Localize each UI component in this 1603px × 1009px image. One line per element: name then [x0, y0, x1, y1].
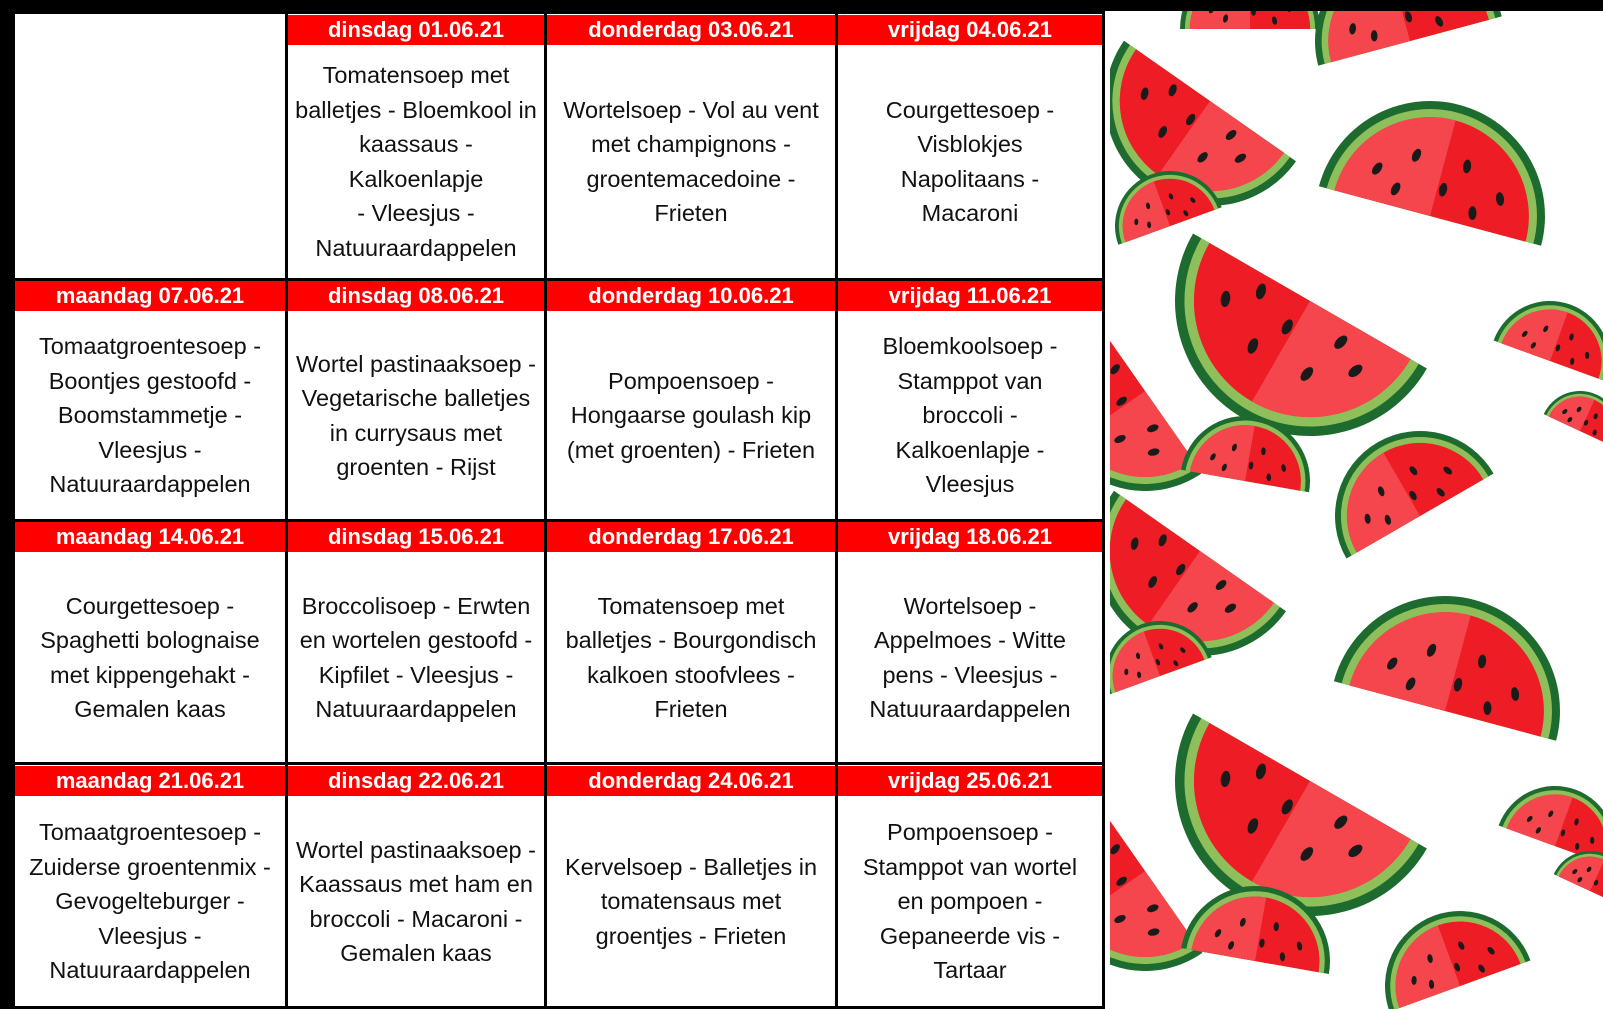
day-date: vrijdag 11.06.21: [838, 281, 1102, 313]
day-date: vrijdag 04.06.21: [838, 15, 1102, 47]
day-menu: Pompoensoep - Stamppot van wortel en pompoen - Gepaneerde vis - Tartaar: [862, 819, 1078, 984]
day-menu: Tomaatgroentesoep - Zuiderse groentenmix - Gevogelteburger - Vleesjus - Natuuraardappelen: [29, 819, 271, 984]
day-menu: Wortel pastinaaksoep - Vegetarische balletjes in currysaus met groenten - Rijst: [296, 350, 536, 481]
week-row: [14, 764, 1104, 1008]
day-date: donderdag 24.06.21: [547, 766, 835, 798]
day-date: vrijdag 25.06.21: [838, 766, 1102, 798]
top-border: [0, 0, 1603, 11]
watermelon-slice: [1294, 11, 1502, 66]
day-date: dinsdag 15.06.21: [288, 522, 544, 554]
day-cell: [546, 520, 837, 764]
day-cell: [14, 764, 287, 1008]
day-cell: [287, 764, 546, 1008]
day-cell: [14, 279, 287, 520]
day-cell: [837, 279, 1104, 520]
watermelon-slice: [1364, 890, 1531, 1009]
day-date: dinsdag 22.06.21: [288, 766, 544, 798]
day-menu: Courgettesoep - Visblokjes Napolitaans - Macaroni: [885, 96, 1055, 227]
day-cell: [287, 279, 546, 520]
watermark: dreamstime: [1290, 742, 1426, 772]
day-date: donderdag 17.06.21: [547, 522, 835, 554]
day-cell: [14, 520, 287, 764]
week-row: [14, 13, 1104, 280]
day-menu: Wortelsoep - Vol au vent met champignons - groentemacedoine - Frieten: [563, 96, 819, 227]
day-cell: [837, 520, 1104, 764]
day-date: dinsdag 08.06.21: [288, 281, 544, 313]
menu-table: [12, 11, 1105, 1009]
day-cell: [546, 764, 837, 1008]
day-menu: Tomaatgroentesoep - Boontjes gestoofd - Boomstammetje - Vleesjus - Natuuraardappelen: [38, 333, 262, 498]
day-menu: Kervelsoep - Balletjes in tomatensaus met groentjes - Frieten: [564, 853, 818, 949]
watermelon-slice: [1180, 11, 1320, 29]
watermelon-pattern: [1110, 11, 1603, 1009]
day-date: vrijdag 18.06.21: [838, 522, 1102, 554]
day-date: donderdag 03.06.21: [547, 15, 835, 47]
day-date: donderdag 10.06.21: [547, 281, 835, 313]
day-date: maandag 07.06.21: [15, 281, 285, 313]
day-cell: [546, 279, 837, 520]
watermelon-slice: [1544, 378, 1603, 448]
day-cell: [287, 520, 546, 764]
day-menu: Bloemkoolsoep - Stamppot van broccoli - Kalkoenlapje - Vleesjus: [882, 333, 1058, 498]
day-menu: Wortelsoep - Appelmoes - Witte pens - Vleesjus - Natuuraardappelen: [869, 592, 1071, 723]
day-menu: Pompoensoep - Hongaarse goulash kip (met groenten) - Frieten: [566, 367, 816, 463]
week-row: [14, 520, 1104, 764]
week-row: [14, 279, 1104, 520]
day-menu: Tomatensoep met balletjes - Bourgondisch kalkoen stoofvlees - Frieten: [565, 592, 817, 723]
watermelon-slice: [1319, 75, 1571, 246]
watermark: dreamstime: [1290, 257, 1426, 287]
empty-cell: [14, 13, 287, 280]
day-date: maandag 14.06.21: [15, 522, 285, 554]
watermelon-slice: [1494, 284, 1603, 381]
day-menu: Courgettesoep - Spaghetti bolognaise met kippengehakt - Gemalen kaas: [40, 592, 260, 723]
day-menu: Tomatensoep met balletjes - Bloemkool in kaassaus - Kalkoenlapje - Vleesjus - Natuuraardappelen: [295, 62, 537, 261]
day-menu: Broccolisoep - Erwten en wortelen gestoofd - Kipfilet - Vleesjus - Natuuraardappelen: [299, 592, 533, 723]
day-cell: [837, 13, 1104, 280]
watermelon-slice: [1334, 570, 1586, 741]
day-cell: [546, 13, 837, 280]
watermelon-slice-icon: [1110, 11, 1603, 1009]
day-date: dinsdag 01.06.21: [288, 15, 544, 47]
day-date: maandag 21.06.21: [15, 766, 285, 798]
left-border: [0, 0, 12, 1009]
day-cell: [287, 13, 546, 280]
day-cell: [837, 764, 1104, 1008]
day-menu: Wortel pastinaaksoep - Kaassaus met ham en broccoli - Macaroni - Gemalen kaas: [296, 836, 536, 967]
